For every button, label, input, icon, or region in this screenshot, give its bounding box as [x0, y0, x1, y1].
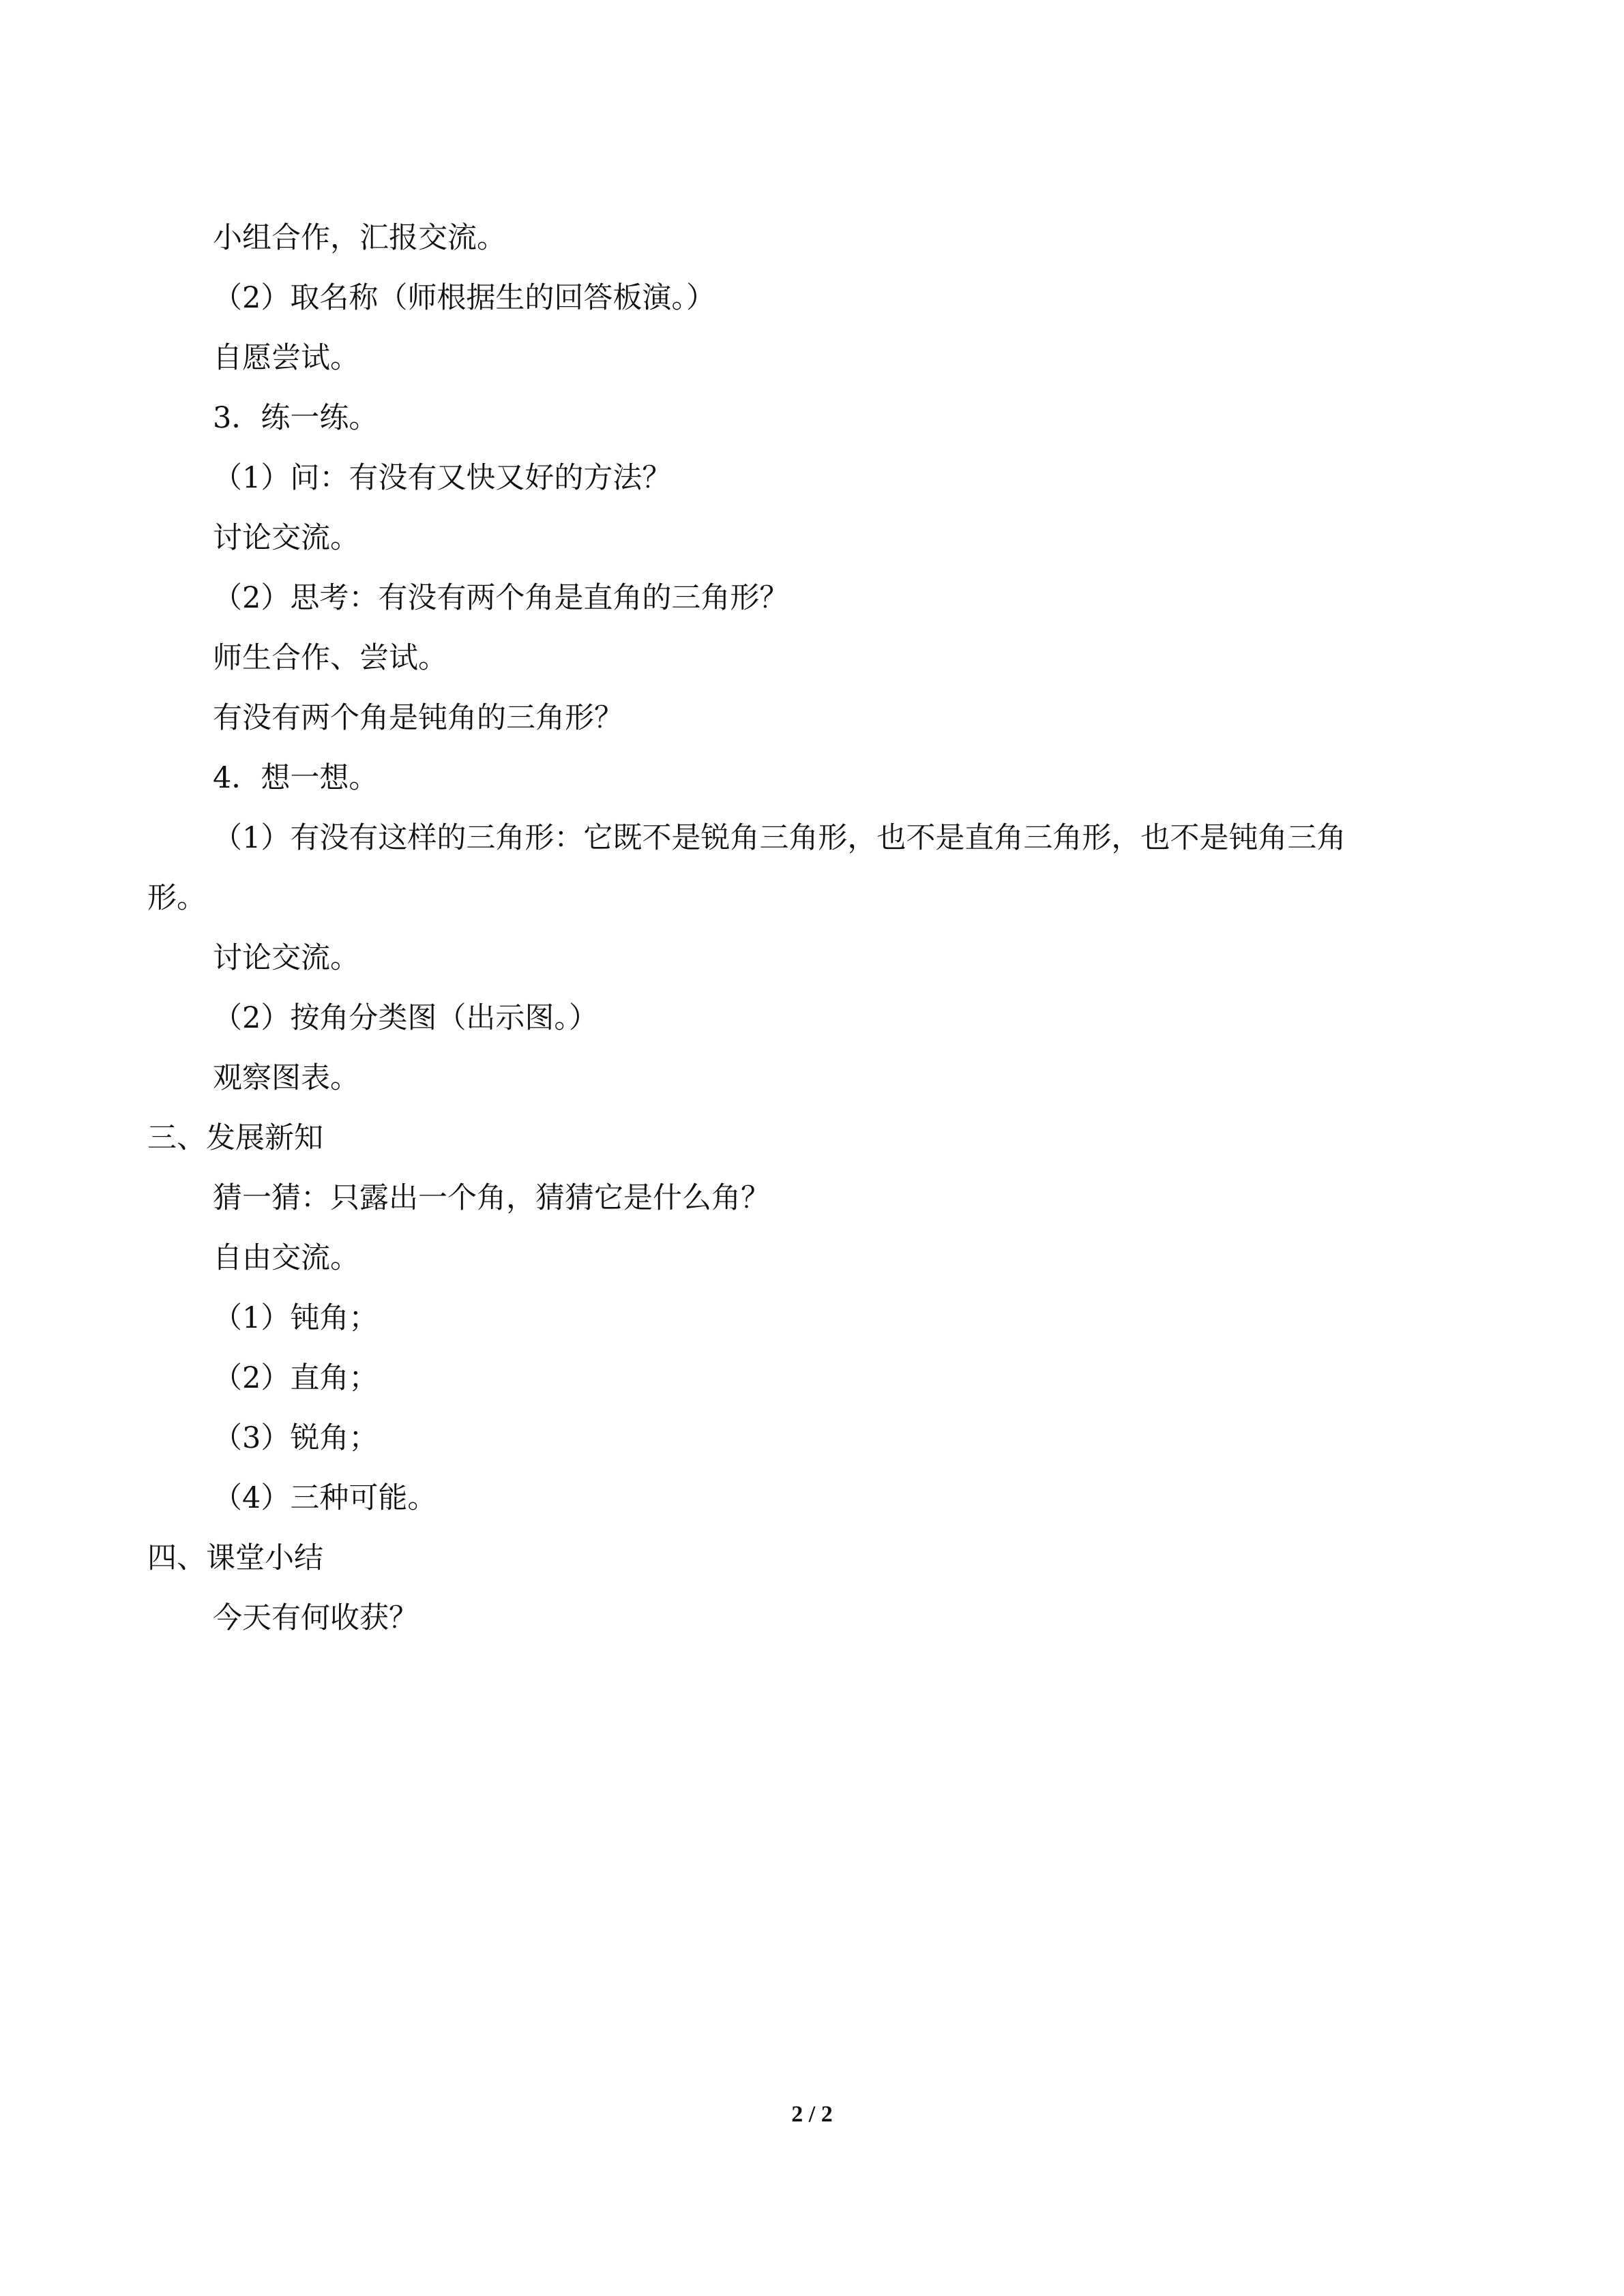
body-line: （1）问：有没有又快又好的方法？ [213, 461, 672, 495]
list-heading: 4．想一想。 [213, 761, 379, 795]
body-line: （1）钝角； [213, 1301, 379, 1335]
body-line: 自由交流。 [213, 1241, 359, 1275]
body-line: （3）锐角； [213, 1421, 379, 1455]
body-line-continuation: 形。 [147, 881, 206, 915]
body-line: 有没有两个角是钝角的三角形？ [213, 701, 623, 735]
body-line: （2）思考：有没有两个角是直角的三角形？ [213, 581, 789, 615]
body-line: 讨论交流。 [213, 941, 359, 975]
body-line: 自愿尝试。 [213, 341, 359, 375]
body-line: （2）取名称（师根据生的回答板演。） [213, 281, 715, 315]
document-body [147, 208, 1484, 1648]
body-line: （1）有没有这样的三角形：它既不是锐角三角形，也不是直角三角形，也不是钝角三角 [213, 821, 1346, 855]
section-heading: 四、课堂小结 [147, 1541, 323, 1575]
section-heading: 三、发展新知 [147, 1121, 323, 1155]
body-line: （2）直角； [213, 1361, 379, 1395]
body-line: （4）三种可能。 [213, 1481, 437, 1515]
body-line: 今天有何收获？ [213, 1601, 418, 1635]
body-line: （2）按角分类图（出示图。） [213, 1001, 598, 1035]
body-line: 猜一猜：只露出一个角，猜猜它是什么角？ [213, 1181, 770, 1215]
page-number: 2 / 2 [791, 2102, 833, 2127]
body-line: 讨论交流。 [213, 521, 359, 555]
body-line: 小组合作，汇报交流。 [213, 221, 506, 255]
body-line: 观察图表。 [213, 1061, 359, 1095]
body-line: 师生合作、尝试。 [213, 641, 447, 675]
list-heading: 3．练一练。 [213, 401, 379, 435]
